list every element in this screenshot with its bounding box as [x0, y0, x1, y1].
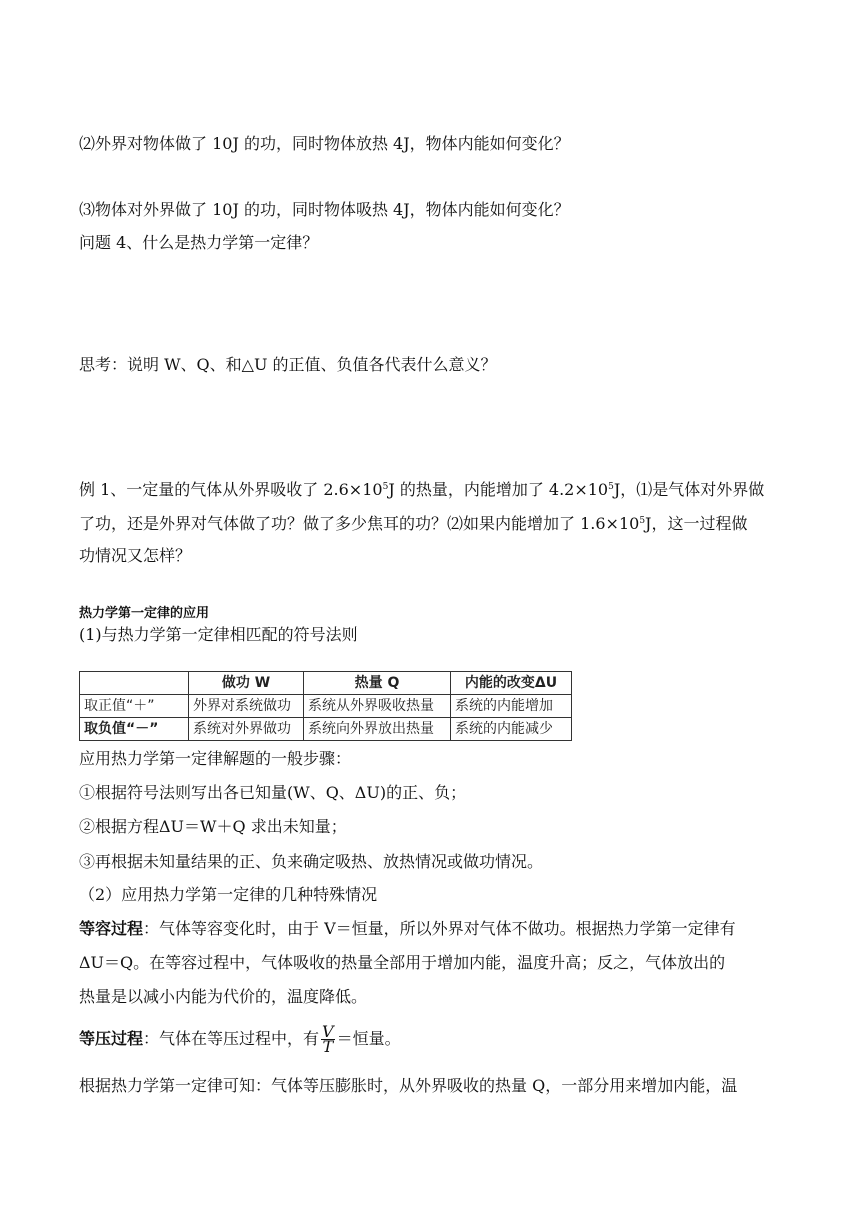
- question-2: ⑵外界对物体做了 10J 的功，同时物体放热 4J，物体内能如何变化？: [79, 134, 570, 153]
- table-cell: 系统对外界做功: [189, 718, 304, 741]
- table-cell: 系统向外界放出热量: [304, 718, 451, 741]
- table-header-row: [80, 672, 572, 695]
- example-1-line-1: 例 1、一定量的气体从外界吸收了 $2.6\times 10^5J$ 的热量，内能增加了 $4.2\times 10^5J$，⑴是气体对外界做: [79, 480, 765, 499]
- isochoric-line-2: ΔU＝Q。在等容过程中，气体吸收的热量全部用于增加内能，温度升高；反之，气体放出的: [79, 953, 726, 972]
- step-1: ①根据符号法则写出各已知量(W、Q、ΔU)的正、负；: [79, 783, 467, 802]
- table-header-cell: 做功 W: [189, 672, 304, 695]
- table-row: [80, 718, 572, 741]
- table-header-cell: 内能的改变ΔU: [451, 672, 572, 695]
- table-header-cell: 热量 Q: [304, 672, 451, 695]
- table-cell: 系统从外界吸收热量: [304, 695, 451, 718]
- steps-title: 应用热力学第一定律解题的一般步骤：: [79, 749, 352, 768]
- subsection-2-title: （2）应用热力学第一定律的几种特殊情况: [79, 885, 378, 904]
- example-1-line-3: 功情况又怎样？: [79, 546, 192, 565]
- table-cell: 系统的内能减少: [451, 718, 572, 741]
- step-2: ②根据方程ΔU＝W＋Q 求出未知量；: [79, 817, 347, 836]
- table-cell: 取正值“＋”: [80, 695, 189, 718]
- isochoric-line-3: 热量是以减小内能为代价的，温度降低。: [79, 987, 368, 1006]
- step-3: ③再根据未知量结果的正、负来确定吸热、放热情况或做功情况。: [79, 852, 544, 871]
- table-header-cell: [80, 672, 189, 695]
- final-line: 根据热力学第一定律可知：气体等压膨胀时，从外界吸收的热量 Q，一部分用来增加内能，温: [79, 1076, 738, 1095]
- question-3: ⑶物体对外界做了 10J 的功，同时物体吸热 4J，物体内能如何变化？: [79, 200, 570, 219]
- subsection-1-title: (1)与热力学第一定律相匹配的符号法则: [79, 625, 358, 644]
- isochoric-label: 等容过程: [79, 919, 144, 938]
- sign-convention-table: [79, 671, 572, 741]
- isobaric-label: 等压过程: [79, 1029, 144, 1048]
- question-4: 问题 4、什么是热力学第一定律？: [79, 233, 319, 252]
- table-cell: 外界对系统做功: [189, 695, 304, 718]
- isobaric-line: 等压过程：气体在等压过程中，有 $\frac{V}{T}$ ＝恒量。: [79, 1022, 401, 1056]
- think-prompt: 思考：说明 W、Q、和△U 的正值、负值各代表什么意义？: [79, 355, 497, 374]
- table-cell: 取负值“－”: [80, 718, 189, 741]
- v-over-t-fraction: $\frac{V}{T}$: [322, 1022, 334, 1056]
- example-1-line-2: 了功，还是外界对气体做了功？做了多少焦耳的功？⑵如果内能增加了 $1.6\times 10^5J$，这一过程做: [79, 514, 748, 533]
- isochoric-line-1: 等容过程：气体等容变化时，由于 V＝恒量，所以外界对气体不做功。根据热力学第一定律有: [79, 919, 736, 938]
- section-title: 热力学第一定律的应用: [79, 606, 210, 621]
- table-row: [80, 695, 572, 718]
- table-cell: 系统的内能增加: [451, 695, 572, 718]
